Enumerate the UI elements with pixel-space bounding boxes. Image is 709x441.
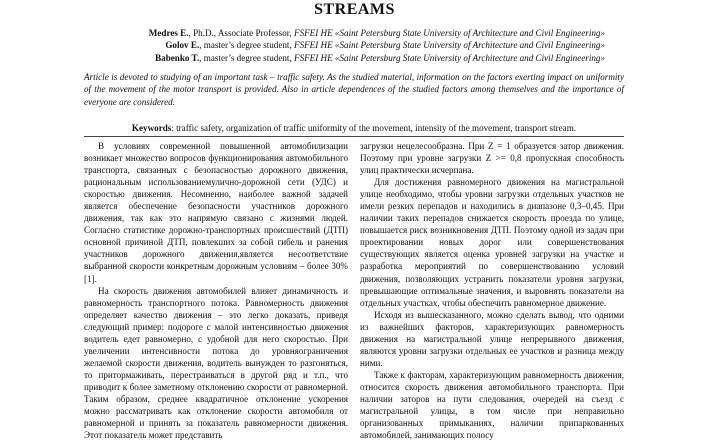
body-paragraph: На скорость движения автомобилей влияет динамичность и равномерность транспортного потока. Равномерность движения определяет качество движения – это легко доказать, приведя следующий пример: подороге с малой интенсивностью движения водитель едет равномерно, с удобной для него скоростью. При увеличении интенсивности потока до уровняограничения желаемой скорости движения, водитель вынужден то разгоняться, то притормаживать, перестраиваться в другой ряд и т.п., что приводит к более заметному отклонению скорости от равномерной. Таким образом, среднее квадратичное отклонение ускорения можно рассматривать как отклонение скорости автомобиля от равномерной и принять за показатель равномерности движения. Этот показатель может представить xyxy=(84,285,348,441)
keywords-line xyxy=(84,122,624,134)
keywords-text: : traffic safety, organization of traffic uniformity of the movement, intensity of the movement, transport stream. xyxy=(171,123,577,133)
body-paragraph: Исходя из вышесказанного, можно сделать вывод, что одними из важнейших факторов, характеризующих равномерность движения на магистральной улице непрерывного движения, являются уровни загрузки отдельных ее участков и разница между ними. xyxy=(360,309,624,368)
body-paragraph: В условиях современной повышенной автомобилизации возникает множество вопросов функционирования автомобильного транспорта, связанных с безопасностью дорожного движения, рациональным использованиемулично-дорожной сети (УДС) и скоростью движения. Несомненно, наиболее важной задачей является обеспечение безопасности участников дорожного движения, так как это напрямую связано с жизнями людей. Согласно статистике дорожно-транспортных происшествий (ДТП) основной причиной ДТП, повлекших за собой гибель и ранения участников дорожного движения,является несоответствие выбранной скорости конкретным дорожным условиям – более 30% [1]. xyxy=(84,141,348,284)
body-paragraph: загрузки нецелесообразна. При Z = 1 образуется затор движения. Поэтому при уровне загрузки Z >= 0,8 пропускная способность улиц практически исчерпана. xyxy=(360,141,624,176)
body-column-left xyxy=(84,140,348,441)
body-paragraph: Также к факторам, характеризующим равномерность движения, относится скорость движения автомобильного транспорта. При наличии заторов на пути следования, очередей на съезд с магистральной улицы, в том числе при неправильно организованных примыканиях, наличии припаркованных автомобилей, занимающих полосу xyxy=(360,369,624,441)
author-affiliation: FSFEI HE «Saint Petersburg State University of Architecture and Civil Engineering» xyxy=(294,52,605,63)
author-line xyxy=(149,27,605,39)
abstract: Article is devoted to studying of an important task – traffic safety. As the studied material, information on the factors exerting impact on uniformity of the movement of the motor transport is provided. Also in article dependences of the studied factors among themselves and the importance of everyone are considered. xyxy=(84,72,624,107)
author-affiliation: FSFEI HE «Saint Petersburg State University of Architecture and Civil Engineering» xyxy=(294,40,605,51)
author-affiliation: FSFEI HE «Saint Petersburg State University of Architecture and Civil Engineering» xyxy=(294,28,605,38)
body-column-right xyxy=(360,140,624,441)
paper-title: STREAMS xyxy=(314,1,395,18)
author-line xyxy=(149,39,605,51)
keywords-label: Keywords xyxy=(131,123,172,133)
author-line xyxy=(149,52,605,64)
author-position: , Ph.D., Associate Professor, xyxy=(188,28,295,38)
author-name: Medres E. xyxy=(148,28,189,38)
author-list xyxy=(149,27,605,64)
author-name: Golov E. xyxy=(165,40,200,51)
body-paragraph: Для достижения равномерного движения на магистральной улице необходимо, чтобы уровни загрузки отдельных участков не имели резких перепадов и находились в диапазоне 0,3–0,45. При наличии таких перепадов снижается скорость проезда по улице, повышается риск возникновения ДТП. Поэтому одной из задач при проектировании новых дорог или совершенствования существующих является оценка уровней загрузки на участке и разработка мероприятий по совершенствованию условий движения, позволяющих устранить показатели уровня загрузки, превышающие оптимальные значения, и выровнять показатели на отдельных участках, чтобы обеспечить равномерное движение. xyxy=(360,177,624,308)
author-name: Babenko T. xyxy=(155,52,200,63)
separator-rule xyxy=(84,136,624,137)
author-position: , master’s degree student, xyxy=(199,52,295,63)
author-position: , master’s degree student, xyxy=(199,40,295,51)
